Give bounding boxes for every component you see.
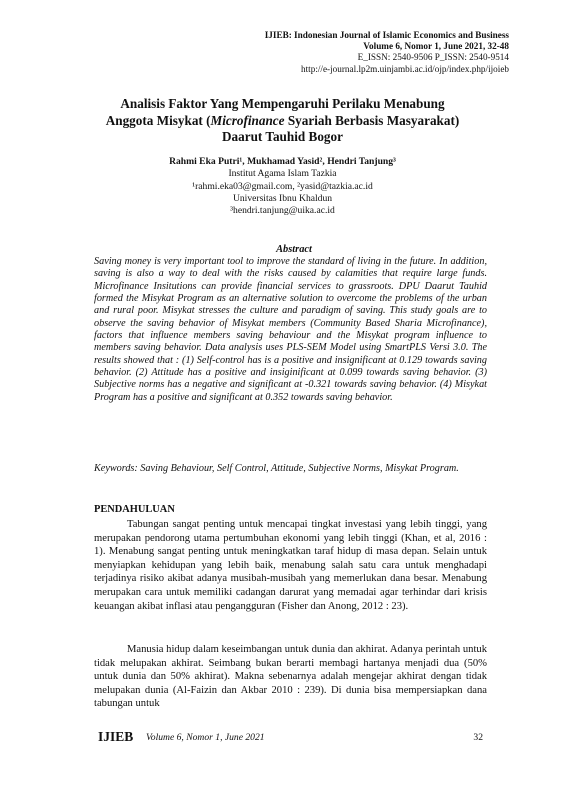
paragraph-1: Tabungan sangat penting untuk mencapai tingkat investasi yang lebih tinggi, yang merupakan pendorong utama pertumbuhan ekonomi yang lebih tinggi (Khan, et al, 2016 : 1). Menabung sangat penting untuk meningkatkan taraf hidup di masa depan. Selain untuk menyiapkan kehidupan yang lebih baik, menabung salah satu cara untuk menghadapi terjadinya risiko akibat adanya musibah-musibah yang memerlukan dana besar. Menabung merupakan cara untuk memiliki cadangan darurat yang memadai agar terhindar dari krisis keuangan akibat inflasi atau pengangguran (Fisher dan Anong, 2012 : 23).	[94, 519, 487, 612]
abstract-text: Saving money is very important tool to improve the standard of living in the future. In addition, saving is also a way to deal with the risks caused by calamities that require large funds. Microfinance Insitutions can provide financial services to grassroots. DPU Daarut Tauhid formed the Misykat Program as an alternative solution to overcome the problems of the urban and rural poor. Misykat stresses the culture and paradigm of saving. This study goals are to observe the saving behavior of Misykat members (Community Based Sharia Microfinance), factors that influence members saving behaviour and the Misykat program influence to members saving behavior. Data analysis uses PLS-SEM Model using SmartPLS Versi 3.0. The results showed that : (1) Self-control has is a positive and insignificant at 0.129 towards saving behavior. (2) Attitude has a positive and insiginificant at 0.099 towards saving behavior. (3) Subjective norms has a negative and significant at -0.321 towards saving behavior. (4) Misykat Program has a positive and significant at 0.352 towards saving behavior.	[94, 256, 487, 403]
affiliation-1: Institut Agama Islam Tazkia	[228, 168, 337, 180]
page-number: 32	[473, 732, 483, 743]
title-line-2-pre: Anggota Misykat (	[105, 112, 211, 128]
footer-volume: Volume 6, Nomor 1, June 2021	[146, 732, 265, 743]
section-heading: PENDAHULUAN	[94, 504, 175, 515]
author-names: Rahmi Eka Putri¹, Mukhamad Yasid², Hendri Tanjung³	[169, 156, 396, 167]
author-emails-1: ¹rahmi.eka03@gmail.com, ²yasid@tazkia.ac.id	[192, 180, 373, 192]
title-line-2	[70, 113, 495, 130]
title-line-3: Daarut Tauhid Bogor	[222, 129, 343, 144]
journal-url: http://e-journal.lp2m.uinjambi.ac.id/ojp/index.php/ijoieb	[301, 63, 509, 74]
issn-line: E_ISSN: 2540-9506 P_ISSN: 2540-9514	[357, 52, 509, 63]
paper-title	[70, 96, 495, 146]
volume-line: Volume 6, Nomor 1, June 2021, 32-48	[363, 41, 509, 52]
title-line-2-post: Syariah Berbasis Masyarakat)	[284, 112, 460, 128]
affiliation-2: Universitas Ibnu Khaldun	[232, 192, 333, 204]
title-line-2-italic: Microfinance	[210, 112, 285, 128]
title-line-1: Analisis Faktor Yang Mempengaruhi Perilaku Menabung	[120, 96, 445, 111]
author-block	[60, 156, 505, 217]
abstract-heading: Abstract	[276, 244, 312, 255]
paragraph-2: Manusia hidup dalam keseimbangan untuk dunia dan akhirat. Adanya perintah untuk tidak melupakan akhirat. Seimbang bukan berarti membagi hartanya menjadi dua (50% untuk dunia dan 50% akhirat). Makna sebenarnya adalah mengejar akhirat dengan tidak melupakan dunia (Al-Faizin dan Akbar 2010 : 239). Di dunia bisa mempersiapkan dana tabungan untuk	[94, 644, 487, 710]
keywords: Keywords: Saving Behaviour, Self Control, Attitude, Subjective Norms, Misykat Program.	[94, 463, 459, 474]
journal-header	[265, 30, 509, 75]
author-email-3: ³hendri.tanjung@uika.ac.id	[230, 205, 335, 217]
journal-name: IJIEB: Indonesian Journal of Islamic Economics and Business	[264, 30, 509, 40]
footer-journal-name: IJIEB	[98, 729, 134, 744]
